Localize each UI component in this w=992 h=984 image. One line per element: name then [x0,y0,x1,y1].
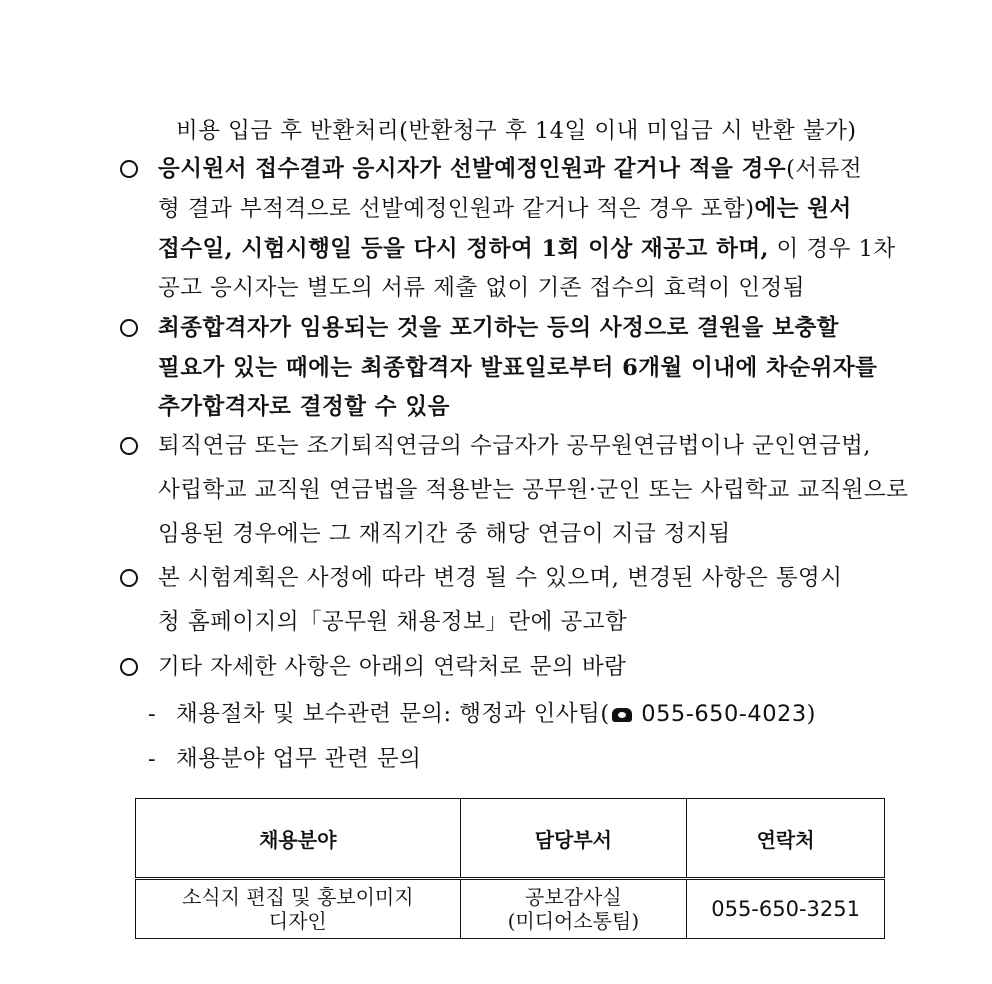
cell-field [136,879,461,939]
circle-bullet-icon [120,319,138,337]
cell-department [460,879,687,939]
sub1-phone: 055-650-4023 [641,701,807,727]
cell-department-line1: 공보감사실 [525,885,622,909]
p4-line1: 본 시험계획은 사정에 따라 변경 될 수 있으며, 변경된 사항은 통영시 [158,565,843,591]
contact-table [135,798,885,939]
refund-line: 비용 입금 후 반환처리(반환청구 후 14일 이내 미입금 시 반환 불가) [176,118,857,144]
p1-line3-bold: 접수일, 시험시행일 등을 다시 정하여 1회 이상 재공고 하며, [158,236,769,262]
p1-line1 [158,154,862,184]
p2-line2: 필요가 있는 때에는 최종합격자 발표일로부터 6개월 이내에 차순위자를 [158,355,878,381]
p4-line2: 청 홈페이지의「공무원 채용정보」란에 공고함 [158,609,628,635]
p3-line2: 사립학교 교직원 연금법을 적용받는 공무원·군인 또는 사립학교 교직원으로 [158,477,909,503]
p1-line1-bold: 응시원서 접수결과 응시자가 선발예정인원과 같거나 적을 경우 [158,156,787,182]
circle-bullet-icon [120,437,138,455]
sub2-line: 채용분야 업무 관련 문의 [176,746,422,772]
p1-line2-bold: 에는 원서 [754,196,852,222]
header-field: 채용분야 [136,799,461,879]
dash-bullet: - [148,701,156,727]
header-contact: 연락처 [687,799,885,879]
sub1-close: ) [806,701,816,727]
cell-field-line1: 소식지 편집 및 홍보이미지 [181,885,414,909]
p1-line3 [158,234,896,264]
dash-bullet: - [148,746,156,772]
p1-line1-normal: (서류전 [786,156,863,182]
cell-department-line2: (미디어소통팀) [507,909,640,933]
circle-bullet-icon [120,658,138,676]
sub1-text: 채용절차 및 보수관련 문의: 행정과 인사팀( [176,701,610,727]
p3-line1: 퇴직연금 또는 조기퇴직연금의 수급자가 공무원연금법이나 군인연금법, [158,433,871,459]
p1-line3-normal: 이 경우 1차 [768,236,896,262]
cell-field-line2: 디자인 [268,909,327,933]
p1-line2 [158,194,852,224]
telephone-icon [612,708,632,722]
table-header-row [136,799,885,879]
circle-bullet-icon [120,569,138,587]
p2-line1: 최종합격자가 임용되는 것을 포기하는 등의 사정으로 결원을 보충할 [158,315,839,341]
p3-line3: 임용된 경우에는 그 재직기간 중 해당 연금이 지급 정지됨 [158,521,731,547]
p5-line1: 기타 자세한 사항은 아래의 연락처로 문의 바람 [158,654,627,680]
circle-bullet-icon [120,160,138,178]
p1-line4: 공고 응시자는 별도의 서류 제출 없이 기존 접수의 효력이 인정됨 [158,275,805,301]
p1-line2-normal: 형 결과 부적격으로 선발예정인원과 같거나 적은 경우 포함) [158,196,755,222]
sub1-line [176,699,816,729]
table-row [136,879,885,939]
header-department: 담당부서 [460,799,687,879]
p2-line3: 추가합격자로 결정할 수 있음 [158,394,450,420]
cell-phone: 055-650-3251 [687,879,885,939]
